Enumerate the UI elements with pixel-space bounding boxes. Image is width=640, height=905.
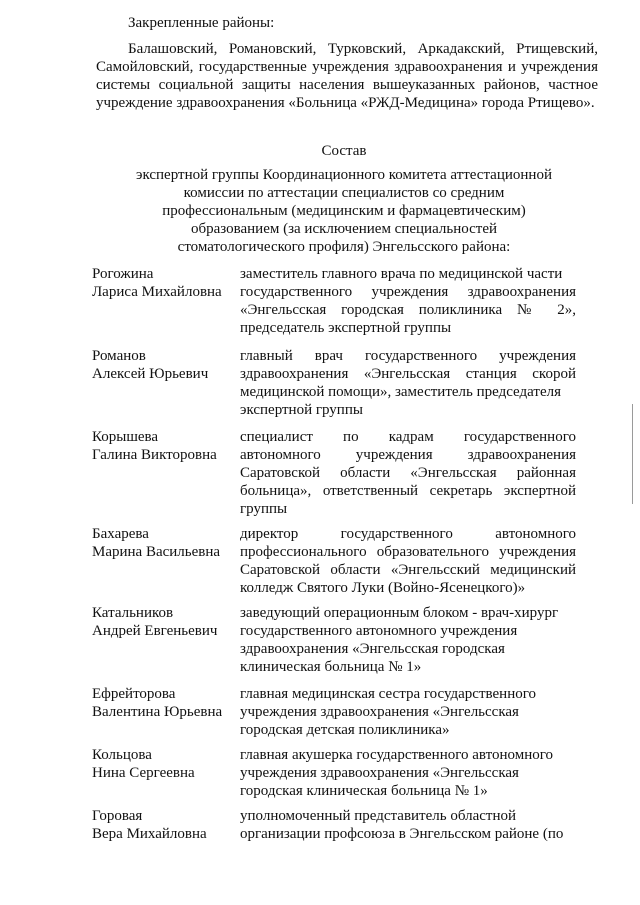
member-name	[92, 746, 238, 782]
member-surname: Ефрейторова	[92, 686, 176, 702]
member-position	[240, 604, 576, 676]
position-line: профессионального образовательного учреждения	[240, 544, 576, 560]
member-position	[240, 347, 576, 419]
member-given-name: Галина Викторовна	[92, 447, 217, 463]
member-given-name: Алексей Юрьевич	[92, 366, 209, 382]
position-line: государственного автономного учреждения	[240, 623, 518, 639]
member-surname: Бахарева	[92, 526, 149, 542]
member-name	[92, 265, 238, 301]
title-line: Состав	[321, 143, 367, 159]
position-line: городская клиническая больница № 1»	[240, 783, 488, 799]
member-position	[240, 265, 576, 337]
position-line: учреждения здравоохранения «Энгельсская	[240, 765, 519, 781]
member-surname: Катальников	[92, 605, 174, 621]
member-name	[92, 347, 238, 383]
position-line: колледж Святого Луки (Войно-Ясенецкого)»	[240, 580, 526, 596]
member-given-name: Валентина Юрьевна	[92, 704, 223, 720]
member-surname: Горовая	[92, 808, 143, 824]
position-line: клиническая больница № 1»	[240, 659, 422, 675]
member-surname: Романов	[92, 348, 146, 364]
member-given-name: Андрей Евгеньевич	[92, 623, 218, 639]
position-line: уполномоченный представитель областной	[240, 808, 517, 824]
position-line: городская детская поликлиника»	[240, 722, 450, 738]
position-line: директор государственного автономного	[240, 526, 576, 542]
title-line: образованием (за исключением специальностей	[190, 221, 497, 237]
member-name	[92, 525, 238, 561]
position-line: специалист по кадрам государственного	[240, 429, 576, 445]
member-name	[92, 604, 238, 640]
position-line: «Энгельсская городская поликлиника № 2»,	[240, 302, 576, 318]
member-surname: Корышева	[92, 429, 159, 445]
member-position	[240, 746, 576, 800]
title-line: стоматологического профиля) Энгельсского района:	[177, 239, 511, 255]
position-line: заместитель главного врача по медицинской части	[240, 266, 563, 282]
position-line: главный врач государственного учреждения	[240, 348, 576, 364]
member-position	[240, 525, 576, 597]
position-line: государственного учреждения здравоохранения	[240, 284, 576, 300]
scan-edge-line	[632, 404, 633, 504]
member-position	[240, 685, 576, 739]
position-line: организации профсоюза в Энгельсском районе (по	[240, 826, 564, 842]
title-line: экспертной группы Координационного комитета аттестационной	[136, 167, 552, 183]
position-line: заведующий операционным блоком - врач-хирург	[240, 605, 559, 621]
position-line: здравоохранения «Энгельсская станция скорой	[240, 366, 576, 382]
position-line: здравоохранения «Энгельсская городская	[240, 641, 505, 657]
member-position	[240, 807, 576, 843]
member-name	[92, 807, 238, 843]
districts-heading: Закрепленные районы:	[128, 15, 275, 31]
position-line: автономного учреждения здравоохранения	[240, 447, 576, 463]
member-position	[240, 428, 576, 518]
position-line: группы	[240, 501, 288, 517]
member-given-name: Лариса Михайловна	[92, 284, 222, 300]
position-line: учреждения здравоохранения «Энгельсская	[240, 704, 519, 720]
position-line: больница», ответственный секретарь экспертной	[240, 483, 576, 499]
member-given-name: Нина Сергеевна	[92, 765, 195, 781]
position-line: председатель экспертной группы	[240, 320, 452, 336]
member-surname: Рогожина	[92, 266, 154, 282]
position-line: экспертной группы	[240, 402, 363, 418]
member-name	[92, 685, 238, 721]
title-line: профессиональным (медицинским и фармацевтическим)	[162, 203, 526, 219]
member-given-name: Вера Михайловна	[92, 826, 207, 842]
position-line: медицинской помощи», заместитель председателя	[240, 384, 562, 400]
position-line: главная акушерка государственного автономного	[240, 747, 554, 763]
position-line: Саратовской области «Энгельсский медицинский	[240, 562, 576, 578]
composition-title	[108, 142, 580, 256]
title-line: комиссии по аттестации специалистов со средним	[183, 185, 505, 201]
position-line: Саратовской области «Энгельсская районная	[240, 465, 576, 481]
member-name	[92, 428, 238, 464]
member-surname: Кольцова	[92, 747, 152, 763]
districts-paragraph: Балашовский, Романовский, Турковский, Аркадакский, Ртищевский, Самойловский, государственные учреждения здравоохранения и учреждения системы социальной защиты населения вышеуказанных районов, частное учреждение здравоохранения «Больница «РЖД-Медицина» города Ртищево».	[96, 41, 598, 111]
position-line: главная медицинская сестра государственного	[240, 686, 537, 702]
member-given-name: Марина Васильевна	[92, 544, 221, 560]
